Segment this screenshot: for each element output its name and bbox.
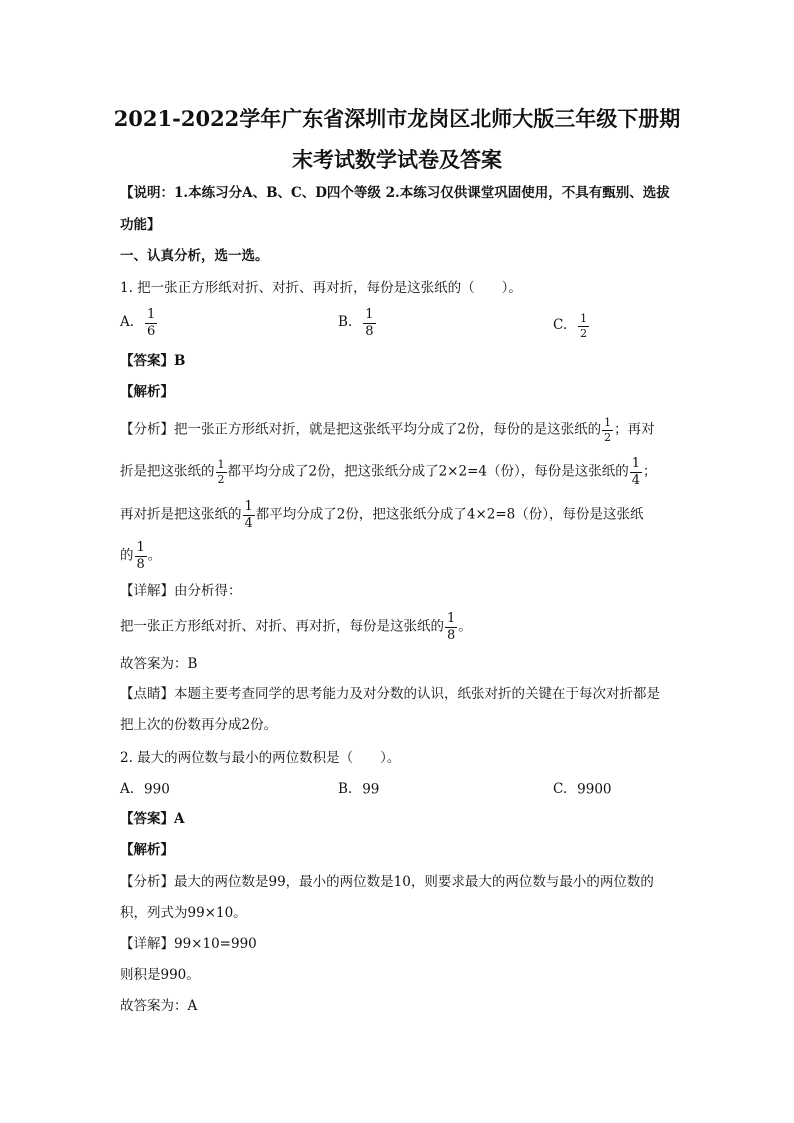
question-2-analysis-title: 【解析】 bbox=[120, 842, 174, 858]
question-1-final-answer: 故答案为：B bbox=[120, 656, 198, 672]
question-1-analysis-line-4: 的 $\frac{1}{8}$ 。 bbox=[120, 540, 162, 572]
option-label: B. bbox=[338, 781, 353, 797]
option-value: 99 bbox=[362, 781, 380, 798]
question-1-comment-line-1: 【点睛】本题主要考查同学的思考能力及对分数的认识，纸张对折的关键在于每次对折都是 bbox=[120, 686, 660, 702]
question-2-analysis-line-2: 积，列式为99×10。 bbox=[120, 905, 247, 921]
question-1-analysis-line-3: 再对折是把这张纸的 $\frac{1}{4}$ 都平均分成了2份，把这张纸分成了4×2=8（份），每份是这张纸 bbox=[120, 499, 644, 531]
question-1-comment-line-2: 把上次的份数再分成2份。 bbox=[120, 717, 278, 733]
option-label: C. bbox=[553, 781, 568, 797]
question-1-option-a bbox=[120, 308, 158, 338]
question-2-stem: 2. 最大的两位数与最小的两位数积是（ ）。 bbox=[120, 750, 401, 766]
question-2-answer: 【答案】A bbox=[120, 811, 185, 827]
question-1-option-c bbox=[553, 313, 590, 339]
question-1-analysis-line-1: 【分析】把一张正方形纸对折，就是把这张纸平均分成了2份，每份的是这张纸的 $\frac{1}{2}$ ；再对 bbox=[120, 416, 655, 444]
instructions-line-2: 功能】 bbox=[120, 217, 161, 233]
question-1-detail-title: 【详解】由分析得： bbox=[120, 583, 242, 599]
question-1-analysis-title: 【解析】 bbox=[120, 384, 174, 400]
fraction: $\frac{1}{4}$ bbox=[631, 456, 641, 488]
option-label: C. bbox=[553, 317, 568, 334]
question-2-result: 则积是990。 bbox=[120, 967, 200, 983]
fraction: $\frac{1}{8}$ bbox=[365, 307, 374, 339]
page-title-line-2: 末考试数学试卷及答案 bbox=[292, 147, 502, 172]
question-2-option-c bbox=[553, 783, 612, 797]
option-label: A. bbox=[120, 314, 135, 331]
question-1-detail: 把一张正方形纸对折、对折、再对折，每份是这张纸的 $\frac{1}{8}$ 。 bbox=[120, 611, 472, 643]
fraction: $\frac{1}{2}$ bbox=[604, 416, 612, 444]
question-2-detail: 【详解】99×10=990 bbox=[120, 936, 257, 952]
fraction: $\frac{1}{4}$ bbox=[244, 499, 253, 531]
question-1-option-b bbox=[338, 308, 377, 338]
fraction: $\frac{1}{2}$ bbox=[217, 458, 225, 486]
question-1-answer: 【答案】B bbox=[120, 353, 186, 369]
fraction: $\frac{1}{8}$ bbox=[136, 540, 145, 572]
fraction: $\frac{1}{6}$ bbox=[147, 307, 156, 339]
page-title-line-1: 2021-2022学年广东省深圳市龙岗区北师大版三年级下册期 bbox=[113, 106, 681, 131]
fraction: $\frac{1}{8}$ bbox=[447, 611, 456, 643]
question-2-option-a bbox=[120, 783, 170, 797]
question-1-analysis-line-2: 折是把这张纸的 $\frac{1}{2}$ 都平均分成了2份，把这张纸分成了2×2=4（份），每份是这张纸的 $\frac{1}{4}$ ； bbox=[120, 456, 657, 488]
question-2-option-b bbox=[338, 783, 379, 797]
option-value: 9900 bbox=[577, 781, 612, 798]
instructions-line-1: 【说明：1.本练习分A、B、C、D四个等级 2.本练习仅供课堂巩固使用，不具有甄别、选拔 bbox=[120, 185, 670, 201]
question-1-stem: 1. 把一张正方形纸对折、对折、再对折，每份是这张纸的（ ）。 bbox=[120, 280, 522, 296]
question-2-final-answer: 故答案为：A bbox=[120, 998, 198, 1014]
section-heading: 一、认真分析，选一选。 bbox=[120, 248, 269, 264]
option-label: A. bbox=[120, 781, 135, 797]
fraction: $\frac{1}{2}$ bbox=[580, 312, 588, 340]
option-label: B. bbox=[338, 314, 353, 331]
question-2-analysis-line-1: 【分析】最大的两位数是99，最小的两位数是10，则要求最大的两位数与最小的两位数的 bbox=[120, 874, 654, 890]
option-value: 990 bbox=[144, 781, 170, 798]
